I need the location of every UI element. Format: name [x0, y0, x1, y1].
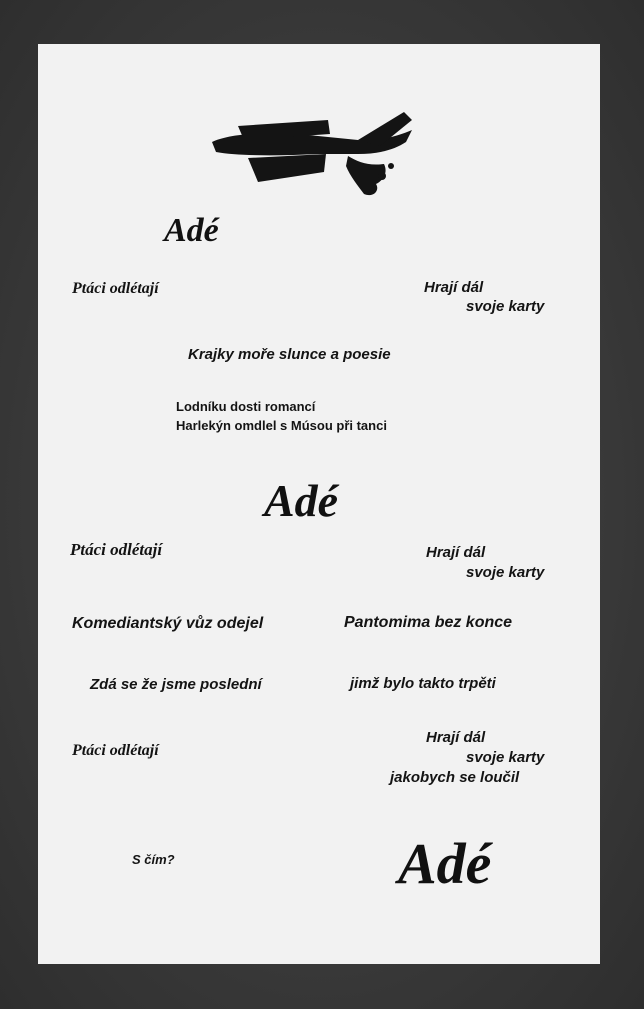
last-one-line: Zdá se že jsme poslední: [90, 676, 262, 693]
ade-heading-2: Adé: [264, 475, 339, 526]
as-if-line: jakobych se loučil: [390, 769, 520, 786]
cards-line-1a: Hrají dál: [424, 279, 484, 296]
cards-line-2a: Hrají dál: [426, 544, 486, 561]
harlequin-line: Harlekýn omdlel s Músou při tanci: [176, 418, 387, 433]
birds-line-1: [72, 280, 159, 298]
lace-line: Krajky moře slunce a poesie: [188, 346, 391, 363]
cards-line-3b: svoje karty: [466, 749, 545, 766]
boat-line: Lodníku dosti romancí: [176, 399, 316, 414]
cards-line-3a: Hrají dál: [426, 729, 486, 746]
with-what-line: S čím?: [132, 852, 175, 867]
birds-line-3: [72, 742, 159, 760]
cards-line-2b: svoje karty: [466, 564, 545, 581]
ade-heading-3: Adé: [398, 831, 492, 896]
birds-text-3: Ptáci odlétají: [72, 742, 159, 759]
airplane-icon: [208, 106, 418, 202]
ade-heading-1: Adé: [164, 212, 219, 249]
pantomime-line: Pantomima bez konce: [344, 614, 513, 631]
comedian-line: Komediantský vůz odejel: [72, 615, 264, 632]
cards-line-1b: svoje karty: [466, 298, 545, 315]
suffered-line: jimž bylo takto trpěti: [350, 675, 496, 692]
bleed-through-vertical-text: [88, 44, 128, 944]
birds-text-1: Ptáci odlétají: [72, 280, 159, 297]
birds-line-2: [70, 540, 162, 560]
poem-page: [38, 44, 600, 964]
birds-text-2: Ptáci odlétají: [70, 540, 163, 559]
